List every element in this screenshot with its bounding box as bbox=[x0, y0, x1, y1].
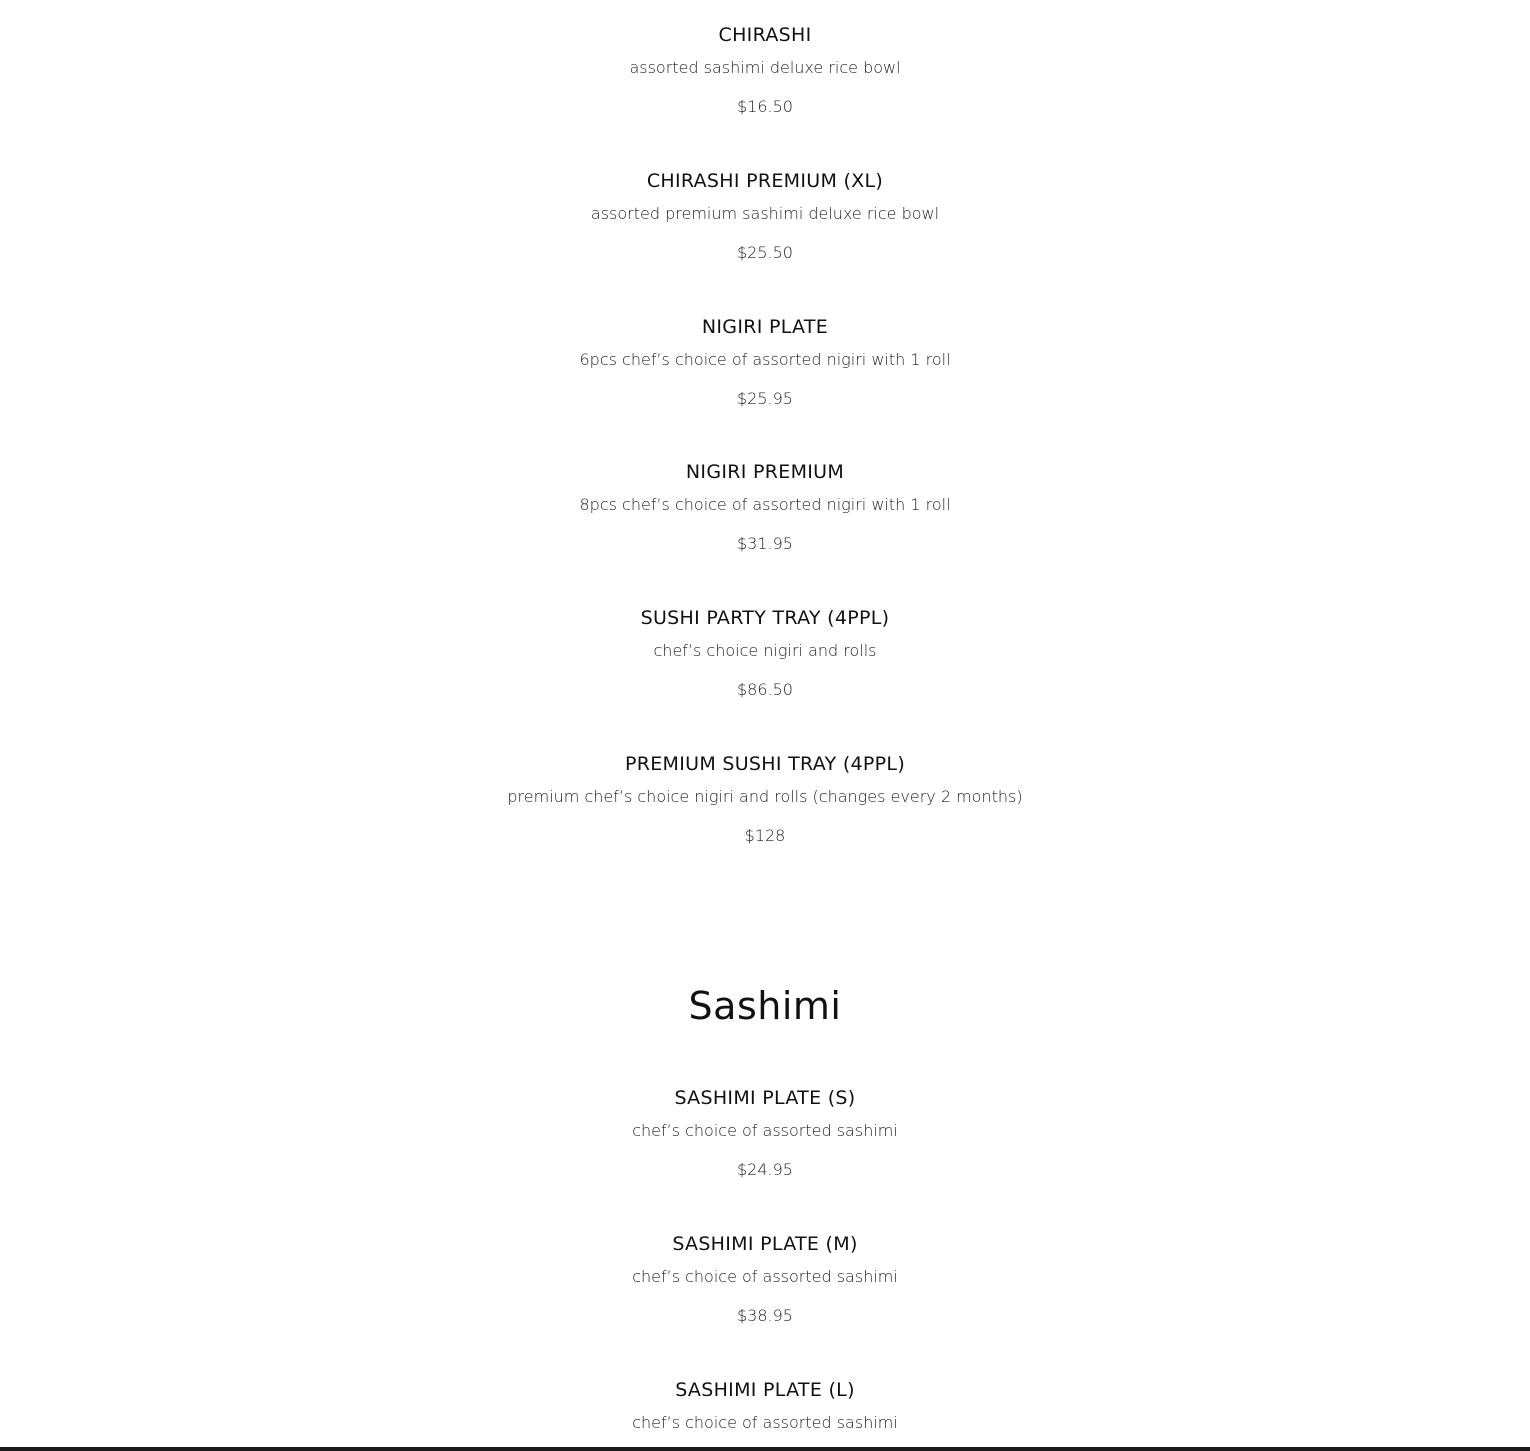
menu-item-description: 8pcs chef’s choice of assorted nigiri with 1 roll bbox=[579, 495, 951, 514]
menu-item-description: 6pcs chef’s choice of assorted nigiri with 1 roll bbox=[579, 350, 951, 369]
menu-item-price: $86.50 bbox=[737, 680, 793, 699]
menu-item-description: assorted premium sashimi deluxe rice bowl bbox=[590, 204, 940, 223]
menu-item-description: chef’s choice of assorted sashimi bbox=[632, 1121, 898, 1140]
menu-item-name: SUSHI PARTY TRAY (4PPL) bbox=[640, 607, 890, 629]
menu-item-name: CHIRASHI PREMIUM (XL) bbox=[646, 170, 884, 192]
bottom-divider bbox=[0, 1447, 1530, 1451]
menu-item-description: chef’s choice of assorted sashimi bbox=[632, 1413, 898, 1432]
menu-item-price: $16.50 bbox=[737, 97, 793, 116]
menu-item-price: $128 bbox=[744, 826, 786, 845]
menu-item-price: $25.95 bbox=[737, 389, 793, 408]
menu-item-name: PREMIUM SUSHI TRAY (4PPL) bbox=[624, 753, 906, 775]
menu-item-price: $38.95 bbox=[737, 1306, 793, 1325]
menu-item-price: $24.95 bbox=[737, 1160, 793, 1179]
menu-item-name: NIGIRI PREMIUM bbox=[685, 461, 845, 483]
menu-item-name: NIGIRI PLATE bbox=[701, 316, 829, 338]
menu-item-description: assorted sashimi deluxe rice bowl bbox=[629, 58, 901, 77]
menu-item-price: $31.95 bbox=[737, 534, 793, 553]
menu-item-name: SASHIMI PLATE (L) bbox=[675, 1379, 855, 1401]
section-title: Sashimi bbox=[688, 984, 842, 1028]
menu-item-name: SASHIMI PLATE (S) bbox=[674, 1087, 856, 1109]
menu-item-price: $25.50 bbox=[737, 243, 793, 262]
menu-item-name: CHIRASHI bbox=[718, 24, 812, 46]
menu-item-description: chef’s choice nigiri and rolls bbox=[653, 641, 877, 660]
menu-item-description: premium chef’s choice nigiri and rolls (changes every 2 months) bbox=[507, 787, 1023, 806]
menu-item-name: SASHIMI PLATE (M) bbox=[672, 1233, 858, 1255]
menu-item-description: chef’s choice of assorted sashimi bbox=[632, 1267, 898, 1286]
